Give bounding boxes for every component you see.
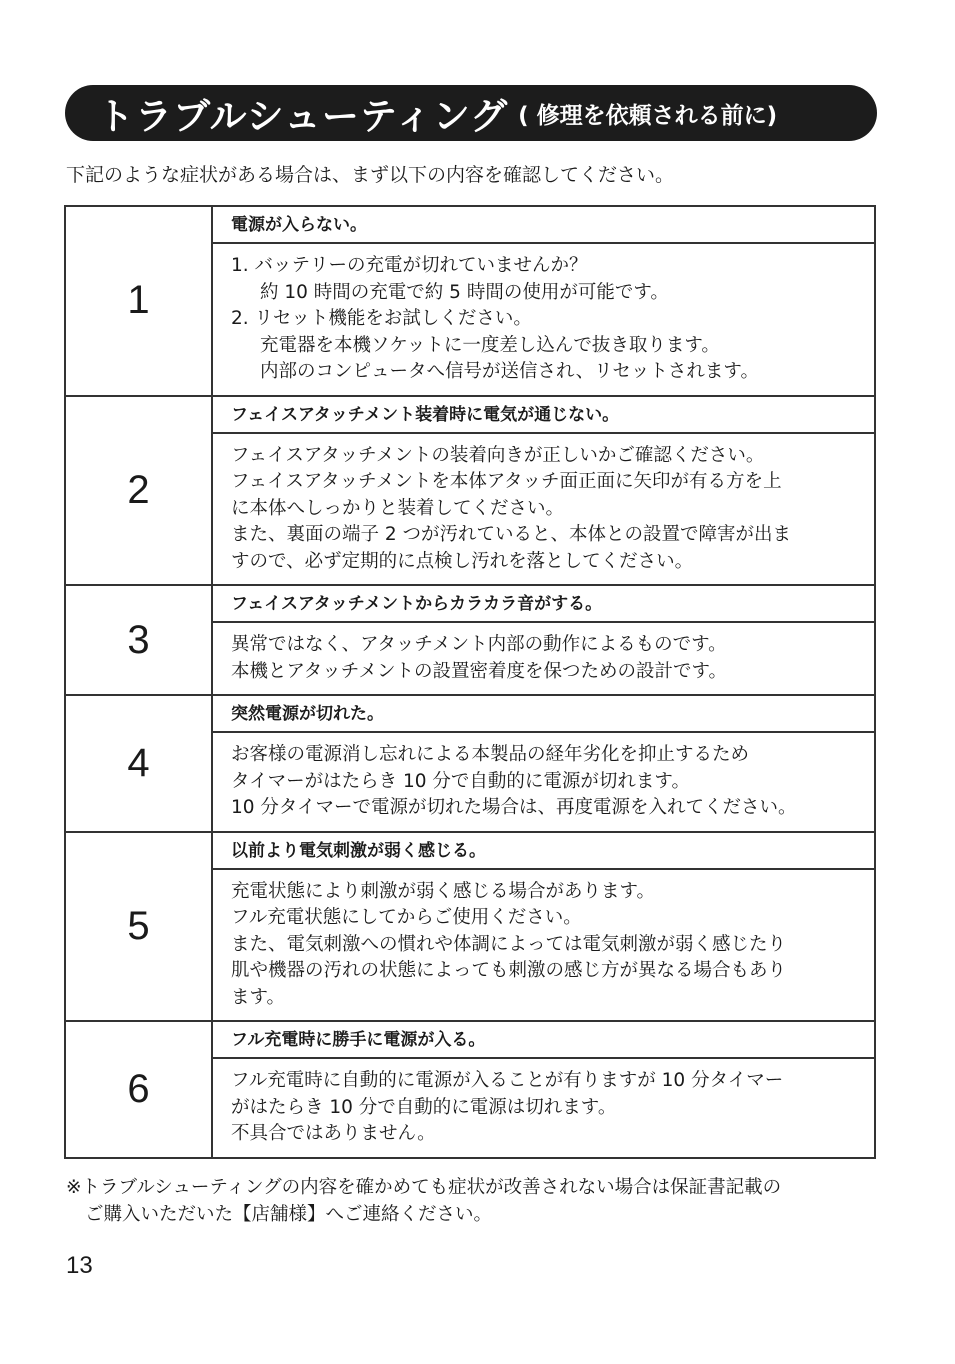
page-number: 13 <box>66 1252 93 1279</box>
solution-line: フェイスアタッチメントの装着向きが正しいかご確認ください。 <box>231 444 765 466</box>
item-number: 6 <box>65 1021 212 1158</box>
trouble-row-2 <box>65 396 875 586</box>
item-number: 3 <box>65 585 212 695</box>
solution-line: 充電状態により刺激が弱く感じる場合があります。 <box>231 880 656 902</box>
symptom-heading: 電源が入らない。 <box>213 207 874 244</box>
solution-line: また、電気刺激への慣れや体調によっては電気刺激が弱く感じたり <box>231 933 787 955</box>
item-number: 5 <box>65 832 212 1022</box>
footnote-line-1: ※トラブルシューティングの内容を確かめても症状が改善されない場合は保証書記載の <box>66 1177 782 1198</box>
solution-line: お客様の電源消し忘れによる本製品の経年劣化を抑止するため <box>231 744 750 765</box>
footnote <box>66 1174 781 1228</box>
symptom-heading: フル充電時に勝手に電源が入る。 <box>213 1022 874 1059</box>
trouble-row-1 <box>65 206 875 396</box>
page-title: トラブルシューティング <box>97 95 509 138</box>
solution-line: フェイスアタッチメントを本体アタッチ面正面に矢印が有る方を上 <box>231 471 782 492</box>
trouble-cell <box>212 585 875 695</box>
item-number: 2 <box>65 396 212 586</box>
solution-line: フル充電状態にしてからご使用ください。 <box>231 907 582 928</box>
solution-line: 充電器を本機ソケットに一度差し込んで抜き取ります。 <box>260 334 720 356</box>
item-number: 4 <box>65 695 212 832</box>
trouble-row-3 <box>65 585 875 695</box>
solution-line: がはたらき 10 分で自動的に電源は切れます。 <box>231 1096 617 1118</box>
trouble-cell <box>212 1021 875 1158</box>
symptom-heading: 以前より電気刺激が弱く感じる。 <box>213 833 874 870</box>
solution-line: ます。 <box>231 986 286 1008</box>
solution-line: 本機とアタッチメントの設置密着度を保つための設計です。 <box>231 660 727 682</box>
solution-line: また、裏面の端子 2 つが汚れていると、本体との設置で障害が出ま <box>231 524 792 545</box>
section-title-banner <box>65 85 877 141</box>
trouble-row-6 <box>65 1021 875 1158</box>
solution-line: フル充電時に自動的に電源が入ることが有りますが 10 分タイマー <box>231 1070 784 1091</box>
trouble-cell <box>212 206 875 396</box>
solution-line: 1. バッテリーの充電が切れていませんか？ <box>231 255 588 276</box>
trouble-cell <box>212 832 875 1022</box>
solution-line: に本体へしっかりと装着してください。 <box>231 497 565 519</box>
symptom-heading: 突然電源が切れた。 <box>213 696 874 733</box>
solution-text <box>213 434 874 585</box>
solution-line: 2. リセット機能をお試しください。 <box>231 308 532 329</box>
symptom-heading: フェイスアタッチメント装着時に電気が通じない。 <box>213 397 874 434</box>
solution-line: 肌や機器の汚れの状態によっても刺激の感じ方が異なる場合もあり <box>231 960 787 981</box>
solution-line: 約 10 時間の充電で約 5 時間の使用が可能です。 <box>260 281 669 303</box>
solution-line: タイマーがはたらき 10 分で自動的に電源が切れます。 <box>231 770 690 792</box>
trouble-cell <box>212 695 875 832</box>
solution-line: 10 分タイマーで電源が切れた場合は、再度電源を入れてください。 <box>231 797 797 818</box>
trouble-row-5 <box>65 832 875 1022</box>
troubleshooting-table <box>64 205 876 1159</box>
solution-text <box>213 870 874 1021</box>
solution-line: 不具合ではありません。 <box>231 1123 436 1144</box>
solution-line: 内部のコンピュータへ信号が送信され、リセットされます。 <box>260 361 759 382</box>
item-number: 1 <box>65 206 212 396</box>
footnote-line-2: ご購入いただいた【店舗様】へご連絡ください。 <box>85 1204 493 1225</box>
solution-text <box>213 733 874 831</box>
trouble-cell <box>212 396 875 586</box>
page-subtitle: ( 修理を依頼される前に) <box>518 102 778 129</box>
solution-text <box>213 1059 874 1157</box>
solution-text <box>213 623 874 694</box>
trouble-row-4 <box>65 695 875 832</box>
solution-line: すので、必ず定期的に点検し汚れを落としてください。 <box>231 550 694 572</box>
solution-line: 異常ではなく、アタッチメント内部の動作によるものです。 <box>231 634 727 655</box>
solution-text <box>213 244 874 395</box>
intro-text: 下記のような症状がある場合は、まず以下の内容を確認してください。 <box>66 164 675 186</box>
symptom-heading: フェイスアタッチメントからカラカラ音がする。 <box>213 586 874 623</box>
